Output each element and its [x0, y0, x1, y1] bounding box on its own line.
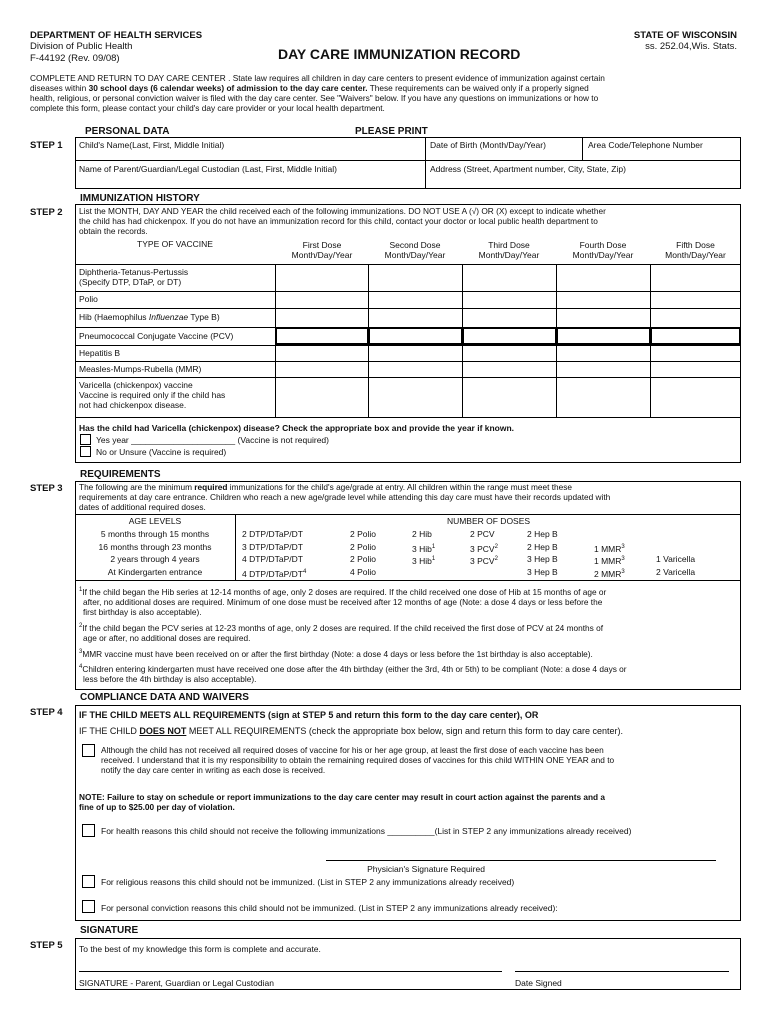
fine-note: NOTE: Failure to stay on schedule or report immunizations to the day care center may result in court action against the parents and a fine of up to $25.00 per day of violation.	[79, 792, 606, 812]
dept-name: DEPARTMENT OF HEALTH SERVICES	[30, 30, 203, 41]
step-1-label: STEP 1	[30, 140, 63, 151]
num-doses-header: NUMBER OF DOSES	[446, 516, 531, 526]
req-dtp-0: 2 DTP/DTaP/DT	[242, 529, 303, 539]
compliance-heading: COMPLIANCE DATA AND WAIVERS	[80, 692, 249, 703]
state-name: STATE OF WISCONSIN	[633, 30, 737, 41]
req-dtp-3: 4 DTP/$DTaP/DT^4$	[242, 568, 307, 579]
if-not-text: IF THE CHILD DOES NOT MEET ALL REQUIREMENTS (check the appropriate box below, sign and return this form to day care center).	[79, 726, 624, 736]
req-var-3: 2 Varicella	[656, 566, 696, 577]
phone-field[interactable]: Area Code/Telephone Number	[588, 140, 703, 150]
req-mmr-1: 1 MMR$^3$	[594, 543, 625, 554]
req-mmr-2: 1 MMR$^3$	[594, 555, 625, 566]
waiver-schedule-text: Although the child has not received all required doses of vaccine for his or her age group, at least the first dose of each vaccine has been received. I understand that it is my responsibility to obtain the remaining required doses of vaccines for this child WITHIN ONE YEAR and to notify the day care center in writing as each dose is received.	[101, 745, 615, 775]
varicella-yes-checkbox[interactable]	[80, 434, 91, 445]
req-age-2: 2 years through 4 years	[110, 554, 200, 564]
req-hepb-1: 2 Hep B	[527, 541, 558, 552]
dose-header-2: Second Dose Month/Day/Year	[384, 240, 446, 260]
waiver-religious-checkbox[interactable]	[82, 875, 95, 888]
waiver-personal-checkbox[interactable]	[82, 900, 95, 913]
req-age-3: At Kindergarten entrance	[107, 566, 203, 577]
page-title: DAY CARE IMMUNIZATION RECORD	[278, 46, 521, 62]
signature-heading: SIGNATURE	[80, 925, 139, 936]
req-polio-3: 4 Polio	[350, 566, 376, 577]
req-pcv-0: 2 PCV	[470, 529, 495, 539]
requirements-heading: REQUIREMENTS	[80, 469, 161, 480]
personal-data-heading: PERSONAL DATA	[85, 126, 170, 137]
parent-signature-line[interactable]	[79, 971, 502, 972]
child-name-field[interactable]: Child's Name(Last, First, Middle Initial)	[79, 140, 225, 150]
physician-signature-line[interactable]	[326, 860, 716, 861]
dose-header-1: First Dose Month/Day/Year	[291, 240, 353, 260]
req-polio-0: 2 Polio	[350, 529, 376, 539]
immunization-heading: IMMUNIZATION HISTORY	[80, 193, 200, 204]
req-pcv-1: 3 PCV$^2$	[470, 543, 498, 554]
parent-signature-label: SIGNATURE - Parent, Guardian or Legal Custodian	[79, 978, 274, 988]
vaccine-mmr: Measles-Mumps-Rubella (MMR)	[79, 364, 202, 374]
immunization-instructions: List the MONTH, DAY AND YEAR the child received each of the following immunizations. DO NOT USE A (√) OR (X) except to indicate whether the child has had chickenpox. If you do not have an immunization record for this child, contact your doctor or local public health department to obtain the records.	[79, 206, 606, 236]
req-age-1: 16 months through 23 months	[98, 541, 212, 552]
dose-header-3: Third Dose Month/Day/Year	[478, 240, 540, 260]
accuracy-statement: To the best of my knowledge this form is complete and accurate.	[79, 944, 321, 954]
req-hib-0: 2 Hib	[412, 529, 432, 539]
req-polio-2: 2 Polio	[350, 554, 376, 564]
dose-header-5: Fifth Dose Month/Day/Year	[665, 240, 726, 260]
req-mmr-3: 2 MMR$^3$	[594, 568, 625, 579]
please-print: PLEASE PRINT	[355, 126, 428, 137]
step-4-label: STEP 4	[30, 707, 63, 718]
req-hib-2: 3 Hib$^1$	[412, 555, 436, 566]
age-levels-header: AGE LEVELS	[128, 516, 182, 526]
req-hepb-3: 3 Hep B	[527, 566, 558, 577]
req-pcv-2: 3 PCV$^2$	[470, 555, 498, 566]
date-signed-label: Date Signed	[515, 978, 562, 988]
step-3-label: STEP 3	[30, 483, 63, 494]
if-meets-text: IF THE CHILD MEETS ALL REQUIREMENTS (sign at STEP 5 and return this form to the day care center), OR	[79, 710, 539, 720]
vaccine-dtp: Diphtheria-Tetanus-Pertussis (Specify DTP, DTaP, or DT)	[79, 267, 189, 287]
compliance-box	[75, 705, 741, 921]
parent-name-field[interactable]: Name of Parent/Guardian/Legal Custodian (Last, First, Middle Initial)	[79, 164, 337, 174]
dose-header-4: Fourth Dose Month/Day/Year	[572, 240, 634, 260]
division-name: Division of Public Health	[30, 41, 133, 52]
step-2-label: STEP 2	[30, 207, 63, 218]
waiver-personal-text: For personal conviction reasons this child should not be immunized. (List in STEP 2 any immunizations already received):	[101, 903, 558, 913]
form-number: F-44192 (Rev. 09/08)	[30, 53, 120, 64]
varicella-yes-label: Yes year ______________________ (Vaccine is not required)	[96, 435, 329, 445]
physician-signature-label: Physician's Signature Required	[367, 864, 485, 874]
varicella-no-checkbox[interactable]	[80, 446, 91, 457]
req-hib-1: 3 Hib$^1$	[412, 543, 436, 554]
waiver-religious-text: For religious reasons this child should not be immunized. (List in STEP 2 any immunizations already received)	[101, 877, 515, 887]
step-5-label: STEP 5	[30, 940, 63, 951]
req-var-2: 1 Varicella	[656, 554, 696, 564]
req-polio-1: 2 Polio	[350, 541, 376, 552]
col-type-of-vaccine: TYPE OF VACCINE	[137, 239, 213, 249]
vaccine-polio: Polio	[79, 294, 98, 304]
waiver-schedule-checkbox[interactable]	[82, 744, 95, 757]
varicella-question: Has the child had Varicella (chickenpox) disease? Check the appropriate box and provide the year if known.	[79, 423, 515, 433]
vaccine-varicella: Varicella (chickenpox) vaccine Vaccine is required only if the child has not had chickenpox disease.	[79, 380, 226, 410]
intro-paragraph: COMPLETE AND RETURN TO DAY CARE CENTER . State law requires all children in day care centers to present evidence of immunization against certain diseases within 30 school days (6 calendar weeks) of admission to the day care center. These requirements can be waived only if a properly signed health, religious, or personal conviction waiver is filed with the day care center. See "Waivers" below. If you have any questions on immunizations or how to complete this form, please contact your child's day care provider or your local health department.	[30, 73, 605, 113]
address-field[interactable]: Address (Street, Apartment number, City, State, Zip)	[430, 164, 626, 174]
req-dtp-2: 4 DTP/DTaP/DT	[242, 554, 303, 564]
req-age-0: 5 months through 15 months	[100, 529, 210, 539]
vaccine-pcv: Pneumococcal Conjugate Vaccine (PCV)	[79, 331, 234, 341]
dob-field[interactable]: Date of Birth (Month/Day/Year)	[430, 140, 546, 150]
statute: ss. 252.04,Wis. Stats.	[645, 41, 737, 52]
date-signed-line[interactable]	[515, 971, 729, 972]
req-dtp-1: 3 DTP/DTaP/DT	[242, 541, 303, 552]
waiver-health-checkbox[interactable]	[82, 824, 95, 837]
req-hepb-2: 3 Hep B	[527, 554, 558, 564]
req-hepb-0: 2 Hep B	[527, 529, 558, 539]
vaccine-hepb: Hepatitis B	[79, 348, 121, 358]
requirements-footnotes: $^1$If the child began the Hib series at 12-14 months of age, only 2 doses are required. If the child received one dose of Hib at 15 months of age or after, no additional doses are required. Minimum of one dose must be received after 12 months of age (Note: a dose 4 days or less before the first birthday is also acceptable). $^2$If the child began the PCV series at 12-23 months of age, only 2 doses are required. If the child received the first dose of PCV at 24 months of age or after, no additional doses are required. $^3$MMR vaccine must have been received on or after the first birthday (Note: a dose 4 days or less before the 1st birthday is also acceptable). $^4$Children entering kindergarten must have received one dose after the 4th birthday (either the 3rd, 4th or 5th) to be compliant (Note: a dose 4 days or less before the 4th birthday is also acceptable).	[79, 586, 627, 685]
varicella-no-label: No or Unsure (Vaccine is required)	[96, 447, 227, 457]
vaccine-hib: Hib (Haemophilus Influenzae Type B)	[79, 312, 220, 322]
requirements-text: The following are the minimum required immunizations for the child's age/grade at entry. All children within the range must meet these requirements at day care entrance. Children who reach a new age/grade level while attending this day care must have their records updated with dates of additional required doses.	[79, 482, 611, 512]
waiver-health-text: For health reasons this child should not receive the following immunizations __________(List in STEP 2 any immunizations already received)	[101, 826, 632, 836]
